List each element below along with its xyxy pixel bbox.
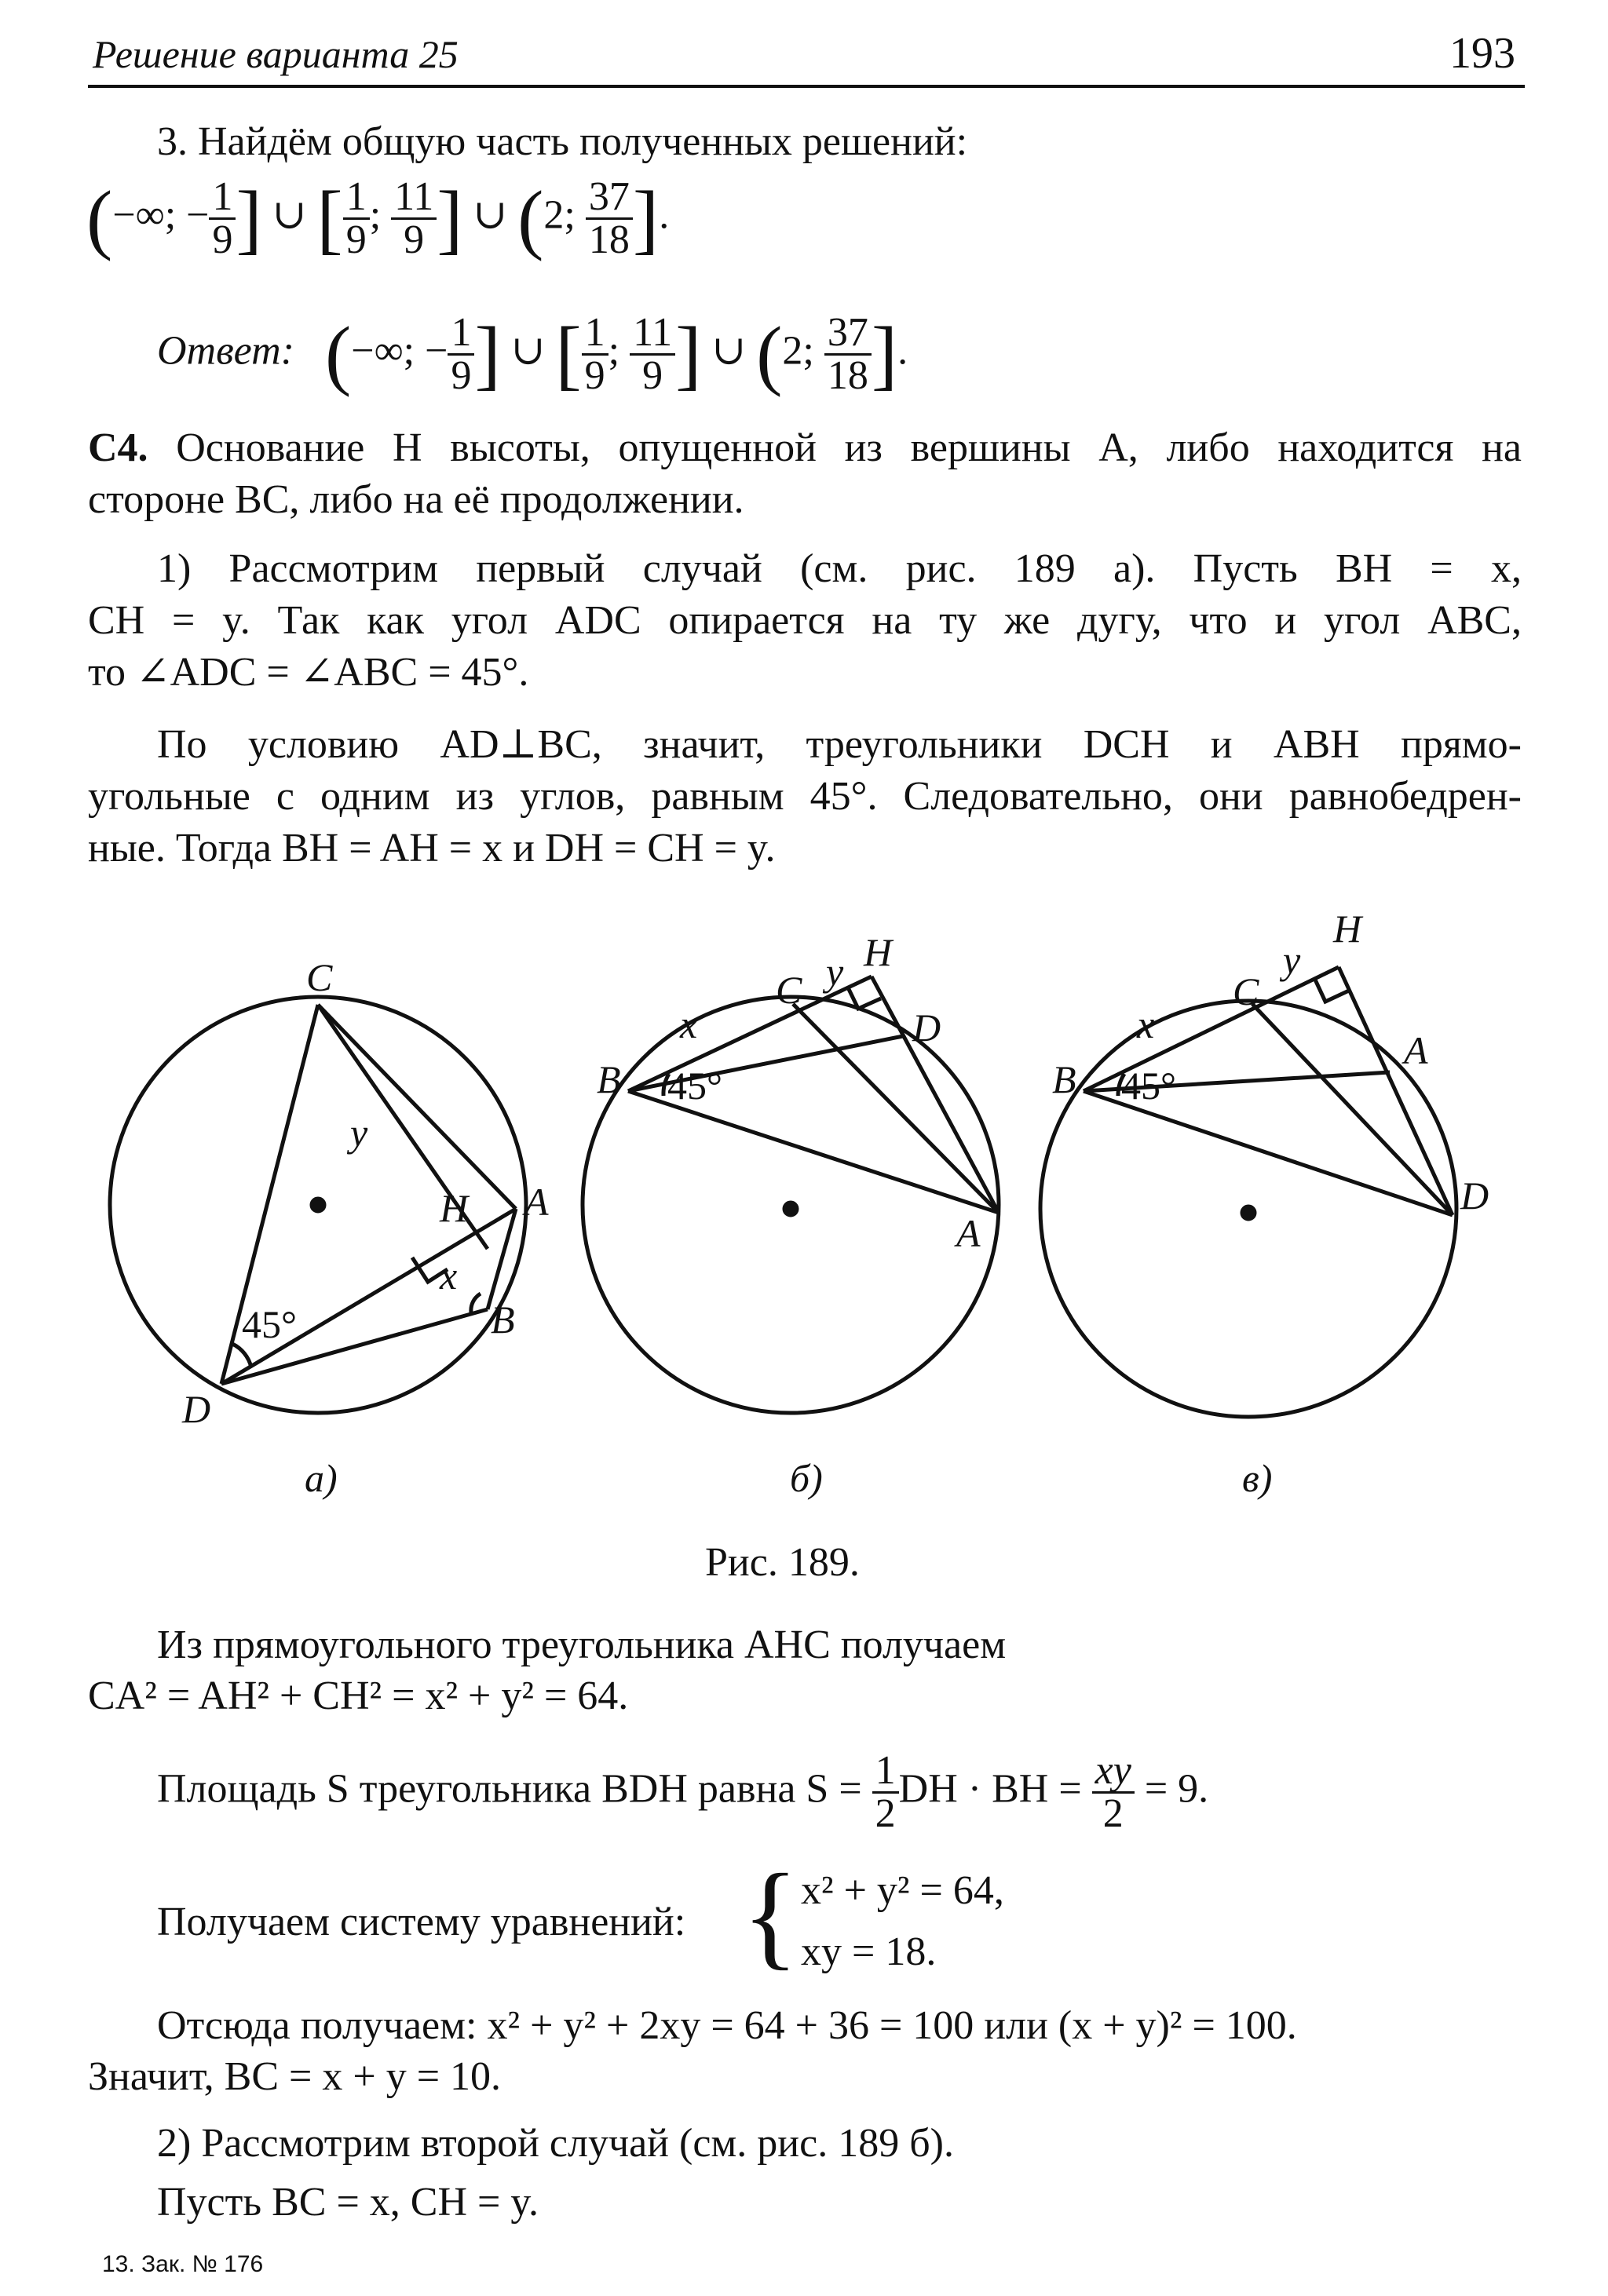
- running-title: Решение варианта 25: [93, 32, 459, 76]
- figure-189: [0, 895, 1608, 1601]
- label-b-h: H: [864, 930, 893, 974]
- caption-b: б): [790, 1456, 823, 1500]
- segment-hd: [1339, 967, 1453, 1215]
- system-eq2: xy = 18.: [801, 1929, 937, 1974]
- case1-line1: 1) Рассмотрим первый случай (см. рис. 189 а). Пусть BH = x,: [157, 546, 1522, 591]
- case2-line: 2) Рассмотрим второй случай (см. рис. 189 б).: [157, 2121, 954, 2166]
- angle-arc-b: [471, 1294, 481, 1312]
- segment-ca: [793, 1004, 999, 1213]
- solution-set: (−∞; − $\frac{1}{9}$ ] ∪ [ $\frac{1}{9}$ ; $\frac{11}{9}$ ] ∪ (2; $\frac{37}{18}$ ].: [86, 174, 670, 262]
- ahc-line2: CA² = AH² + CH² = x² + y² = 64.: [88, 1674, 629, 1718]
- ahc-line1: Из прямоугольного треугольника AHC получаем: [157, 1623, 1007, 1667]
- case1-line3: то ∠ADC = ∠ABC = 45°.: [88, 650, 529, 695]
- label-a-x: x: [440, 1254, 458, 1298]
- caption-a: а): [305, 1456, 338, 1500]
- label-b-c: C: [776, 968, 802, 1012]
- label-b-d: D: [912, 1006, 941, 1049]
- page-number: 193: [1449, 29, 1515, 78]
- figure-caption: Рис. 189.: [705, 1540, 860, 1585]
- label-b-b: B: [597, 1057, 621, 1101]
- segment-da: [221, 1209, 516, 1384]
- label-a-h: H: [440, 1186, 469, 1230]
- system-brace: {: [742, 1850, 799, 1980]
- label-v-a: A: [1404, 1028, 1428, 1072]
- label-b-y: y: [826, 950, 844, 994]
- label-a-angle: 45°: [242, 1302, 297, 1346]
- segment-bd: [1084, 1091, 1453, 1215]
- center-dot-a: [312, 1199, 324, 1211]
- header-rule: [88, 85, 1525, 88]
- diagram-v: [1040, 967, 1456, 1417]
- c4-paragraph-line2: стороне BC, либо на её продолжении.: [88, 477, 744, 522]
- means-line: Значит, BC = x + y = 10.: [88, 2054, 502, 2099]
- center-dot-v: [1242, 1206, 1255, 1219]
- label-a-d: D: [182, 1387, 211, 1431]
- label-v-h: H: [1333, 907, 1362, 951]
- case1-line2: CH = y. Так как угол ADC опирается на ту же дугу, что и угол ABC,: [88, 598, 1522, 643]
- step3-lead: 3. Найдём общую часть полученных решений:: [157, 119, 968, 164]
- label-b-angle: 45°: [667, 1064, 722, 1108]
- system-label: Получаем систему уравнений:: [157, 1900, 686, 1944]
- caption-v: в): [1242, 1456, 1273, 1500]
- chord-ca: [318, 1005, 516, 1209]
- label-a-a: A: [524, 1180, 549, 1224]
- label-v-x: x: [1137, 1002, 1155, 1046]
- condition-line2: угольные с одним из углов, равным 45°. Следовательно, они равнобедрен-: [88, 774, 1522, 819]
- label-v-c: C: [1233, 969, 1259, 1013]
- center-dot-b: [784, 1203, 797, 1215]
- system-eq1: x² + y² = 64,: [801, 1868, 1004, 1913]
- label-a-b: B: [491, 1298, 515, 1341]
- label-b-x: x: [680, 1002, 698, 1046]
- c4-paragraph-line1: С4. Основание H высоты, опущенной из вершины A, либо находится на: [88, 425, 1522, 470]
- angle-arc-d: [232, 1344, 251, 1367]
- label-a-c: C: [306, 955, 333, 999]
- label-v-angle: 45°: [1121, 1064, 1176, 1108]
- label-v-y: y: [1283, 938, 1301, 982]
- condition-line3: ные. Тогда BH = AH = x и DH = CH = y.: [88, 826, 776, 871]
- label-v-d: D: [1460, 1174, 1489, 1217]
- let-line: Пусть BC = x, CH = y.: [157, 2180, 539, 2225]
- hence-line: Отсюда получаем: x² + y² + 2xy = 64 + 36 = 100 или (x + y)² = 100.: [157, 2003, 1297, 2048]
- print-mark: 13. Зак. № 176: [102, 2251, 264, 2277]
- label-a-y: y: [350, 1111, 368, 1155]
- label-v-b: B: [1052, 1057, 1076, 1101]
- condition-line1: По условию AD⊥BC, значит, треугольники DCH и ABH прямо-: [157, 722, 1522, 767]
- answer-line: Ответ: (−∞; − $\frac{1}{9}$ ] ∪ [ $\frac{1}{9}$ ; $\frac{11}{9}$ ] ∪ (2; $\frac{37}{18}$ ].: [157, 310, 908, 398]
- label-b-a: A: [956, 1211, 981, 1255]
- area-line: Площадь S треугольника BDH равна S = $\frac{1}{2}$ DH · BH = $\frac{xy}{2}$ = 9.: [157, 1748, 1209, 1836]
